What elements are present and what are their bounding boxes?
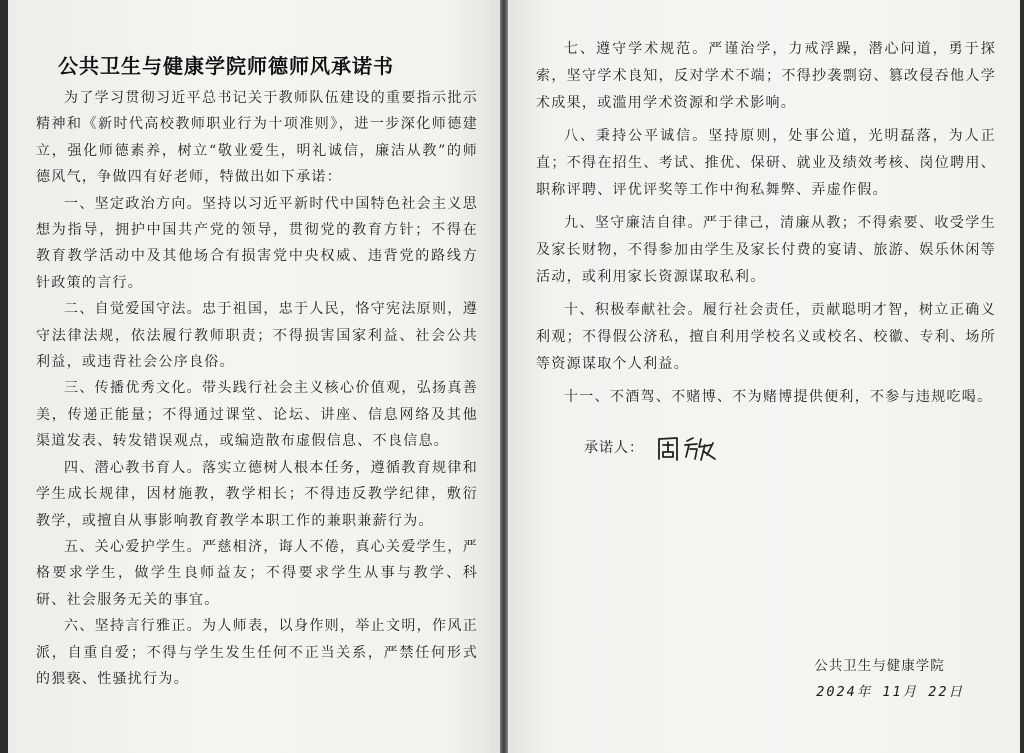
paragraph-item-11: 十一、不酒驾、不赌博、不为赌博提供便利，不参与违规吃喝。 <box>564 389 993 405</box>
paragraph-item-9: 九、坚守廉洁自律。严于律己，清廉从教；不得索要、收受学生及家长财物，不得参加由学生及家长付费的宴请、旅游、娱乐休闲等活动，或利用家长资源谋取私利。 <box>536 215 996 285</box>
paragraph-item-6: 六、坚持言行雅正。为人师表，以身作则，举止文明，作风正派，自重自爱；不得与学生发生任何不正当关系，严禁任何形式的猥亵、性骚扰行为。 <box>36 618 478 687</box>
paragraph-item-8: 八、秉持公平诚信。坚持原则，处事公道，光明磊落，为人正直；不得在招生、考试、推优、保研、就业及绩效考核、岗位聘用、职称评聘、评优评奖等工作中徇私舞弊、弄虚作假。 <box>536 128 996 198</box>
organization-name: 公共卫生与健康学院 <box>814 658 945 674</box>
paragraph-item-5: 五、关心爱护学生。严慈相济，诲人不倦，真心关爱学生，严格要求学生，做学生良师益友；不得要求学生从事与教学、科研、社会服务无关的事宜。 <box>36 538 478 608</box>
paragraph-item-1: 一、坚定政治方向。坚持以习近平新时代中国特色社会主义思想为指导，拥护中国共产党的领导，贯彻党的教育方针；不得在教育教学活动中及其他场合有损害党中央权威、违背党的路线方针政策的言行。 <box>36 195 478 291</box>
document-footer <box>814 653 964 705</box>
paragraph-item-10: 十、积极奉献社会。履行社会责任，贡献聪明才智，树立正确义利观；不得假公济私，擅自利用学校名义或校名、校徽、专利、场所等资源谋取个人利益。 <box>536 302 996 372</box>
document-date: 2024年 11月 22日 <box>816 684 964 700</box>
handwritten-signature <box>649 440 725 456</box>
paragraph-item-4: 四、潜心教书育人。落实立德树人根本任务，遵循教育规律和学生成长规律，因材施教，教学相长；不得违反教学纪律，敷衍教学，或擅自从事影响教育教学本职工作的兼职兼薪行为。 <box>36 459 478 529</box>
paragraph-item-7: 七、遵守学术规范。严谨治学，力戒浮躁，潜心问道，勇于探索，坚守学术良知，反对学术不端；不得抄袭剽窃、篡改侵吞他人学术成果，或滥用学术资源和学术影响。 <box>536 41 996 111</box>
left-page <box>8 0 500 753</box>
right-page <box>508 0 1020 753</box>
document-title: 公共卫生与健康学院师德师风承诺书 <box>58 54 394 78</box>
page-gutter <box>500 0 508 753</box>
paragraph-item-2: 二、自觉爱国守法。忠于祖国，忠于人民，恪守宪法原则，遵守法律法规，依法履行教师职责；不得损害国家利益、社会公共利益，或违背社会公序良俗。 <box>36 301 478 371</box>
signatory-label: 承诺人： <box>584 440 644 456</box>
signature-row <box>536 433 996 463</box>
paragraph-intro: 为了学习贯彻习近平总书记关于教师队伍建设的重要指示批示精神和《新时代高校教师职业行为十项准则》，进一步深化师德建立，强化师德素养，树立“敬业爱生，明礼诚信，廉洁从教”的师德风气，争做四有好老师，特做出如下承诺： <box>36 90 478 186</box>
paragraph-item-3: 三、传播优秀文化。带头践行社会主义核心价值观，弘扬真善美，传递正能量；不得通过课堂、论坛、讲座、信息网络及其他渠道发表、转发错误观点，或编造散布虚假信息、不良信息。 <box>36 380 478 450</box>
